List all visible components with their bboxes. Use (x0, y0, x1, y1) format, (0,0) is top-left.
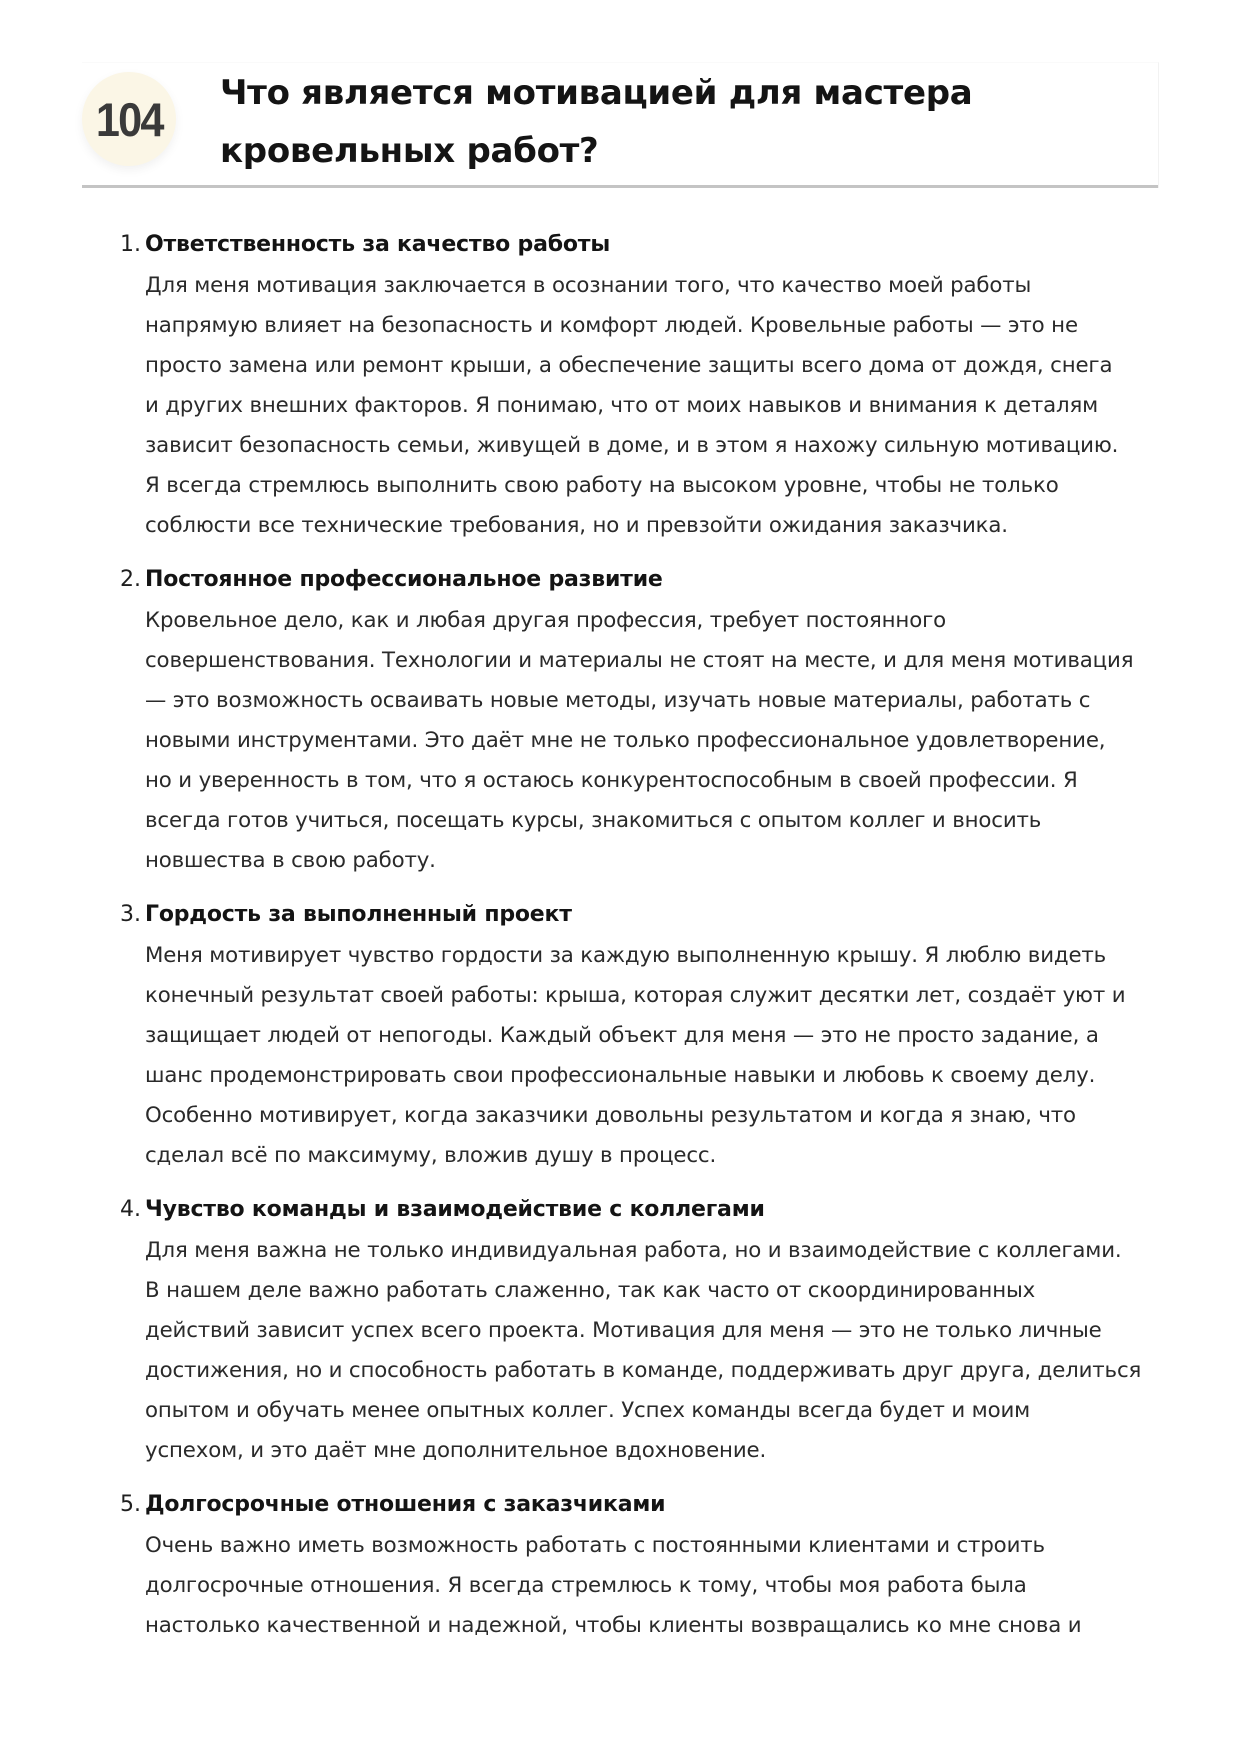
section-number: 1. (120, 232, 141, 257)
text-line: совершенствования. Технологии и материалы не стоят на месте, и для меня мотивация (145, 648, 1134, 673)
text-line: Меня мотивирует чувство гордости за каждую выполненную крышу. Я люблю видеть (145, 943, 1107, 968)
question-number-badge (82, 72, 176, 166)
text-line: Для меня важна не только индивидуальная работа, но и взаимодействие с коллегами. (145, 1238, 1122, 1263)
title-line: кровельных работ? (220, 131, 599, 171)
text-line: новшества в свою работу. (145, 848, 436, 873)
header-divider (82, 185, 1158, 188)
text-line: зависит безопасность семьи, живущей в доме, и в этом я нахожу сильную мотивацию. (145, 433, 1119, 458)
text-line: Очень важно иметь возможность работать с постоянными клиентами и строить (145, 1533, 1045, 1558)
list-item (112, 230, 1162, 546)
list-item (112, 1195, 1162, 1471)
section-title: Чувство команды и взаимодействие с коллегами (145, 1197, 765, 1222)
text-line: и других внешних факторов. Я понимаю, что от моих навыков и внимания к деталям (145, 393, 1099, 418)
text-line: Я всегда стремлюсь выполнить свою работу на высоком уровне, чтобы не только (145, 473, 1059, 498)
section-number: 2. (120, 567, 141, 592)
section-heading (112, 230, 1162, 260)
section-heading (112, 1195, 1162, 1225)
section-body (145, 1526, 1175, 1646)
text-line: действий зависит успех всего проекта. Мотивация для меня — это не только личные (145, 1318, 1102, 1343)
list-item (112, 1490, 1162, 1646)
text-line: конечный результат своей работы: крыша, которая служит десятки лет, создаёт уют и (145, 983, 1126, 1008)
list-item (112, 565, 1162, 881)
text-line: успехом, и это даёт мне дополнительное вдохновение. (145, 1438, 767, 1463)
page-title (220, 64, 1120, 180)
section-body (145, 1231, 1175, 1471)
text-line: соблюсти все технические требования, но и превзойти ожидания заказчика. (145, 513, 1008, 538)
section-body (145, 936, 1175, 1176)
text-line: опытом и обучать менее опытных коллег. Успех команды всегда будет и моим (145, 1398, 1031, 1423)
text-line: защищает людей от непогоды. Каждый объект для меня — это не просто задание, а (145, 1023, 1099, 1048)
text-line: новыми инструментами. Это даёт мне не только профессиональное удовлетворение, (145, 728, 1106, 753)
text-line: но и уверенность в том, что я остаюсь конкурентоспособным в своей профессии. Я (145, 768, 1078, 793)
text-line: В нашем деле важно работать слаженно, так как часто от скоординированных (145, 1278, 1036, 1303)
section-title: Гордость за выполненный проект (145, 902, 572, 927)
text-line: сделал всё по максимуму, вложив душу в процесс. (145, 1143, 717, 1168)
section-body (145, 601, 1175, 881)
text-line: всегда готов учиться, посещать курсы, знакомиться с опытом коллег и вносить (145, 808, 1042, 833)
text-line: достижения, но и способность работать в команде, поддерживать друг друга, делиться (145, 1358, 1142, 1383)
section-heading (112, 900, 1162, 930)
text-line: — это возможность осваивать новые методы, изучать новые материалы, работать с (145, 688, 1091, 713)
list-item (112, 900, 1162, 1176)
section-number: 4. (120, 1197, 141, 1222)
text-line: просто замена или ремонт крыши, а обеспечение защиты всего дома от дождя, снега (145, 353, 1113, 378)
text-line: Особенно мотивирует, когда заказчики довольны результатом и когда я знаю, что (145, 1103, 1076, 1128)
text-line: настолько качественной и надежной, чтобы клиенты возвращались ко мне снова и (145, 1613, 1082, 1638)
text-line: долгосрочные отношения. Я всегда стремлюсь к тому, чтобы моя работа была (145, 1573, 1027, 1598)
title-line: Что является мотивацией для мастера (220, 73, 973, 113)
section-number: 3. (120, 902, 141, 927)
section-heading (112, 565, 1162, 595)
text-line: напрямую влияет на безопасность и комфорт людей. Кровельные работы — это не (145, 313, 1078, 338)
section-title: Постоянное профессиональное развитие (145, 567, 663, 592)
text-line: Для меня мотивация заключается в осознании того, что качество моей работы (145, 273, 1032, 298)
text-line: шанс продемонстрировать свои профессиональные навыки и любовь к своему делу. (145, 1063, 1096, 1088)
question-number: 104 (95, 92, 163, 146)
section-title: Ответственность за качество работы (145, 232, 611, 257)
section-body (145, 266, 1175, 546)
text-line: Кровельное дело, как и любая другая профессия, требует постоянного (145, 608, 946, 633)
section-heading (112, 1490, 1162, 1520)
answer-list (112, 230, 1162, 1665)
section-title: Долгосрочные отношения с заказчиками (145, 1492, 666, 1517)
section-number: 5. (120, 1492, 141, 1517)
